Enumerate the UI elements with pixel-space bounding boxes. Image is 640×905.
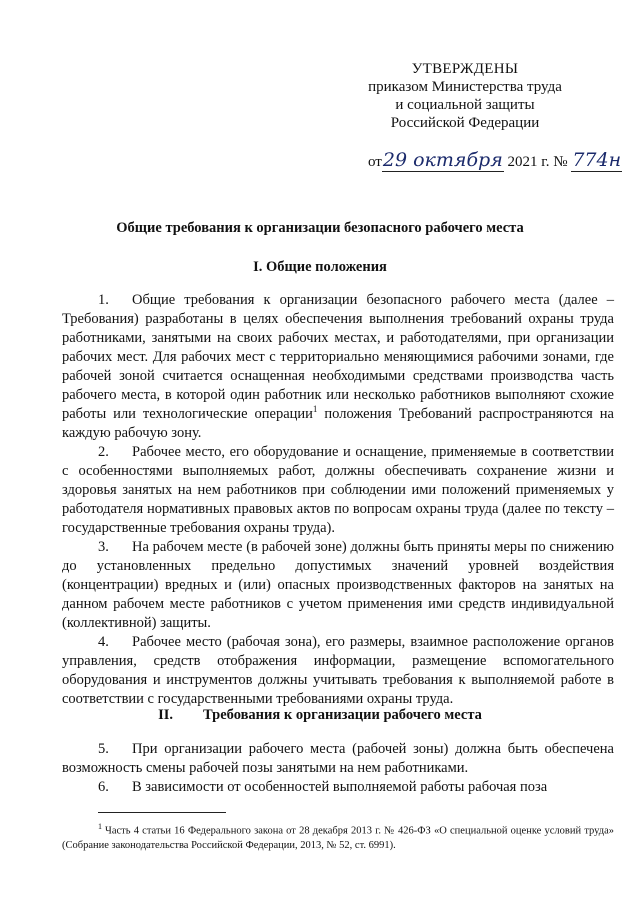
paragraph-text: Рабочее место, его оборудование и оснащение, применяемые в соответствии с особенностями выполняемых работ, должны обеспечивать сохранение жизни и здоровья занятых на нем работников при соблюдении ими положений применяемых у работодателя нормативных правовых актов по вопросам охраны труда (далее по тексту – государственные требования охраны труда). — [62, 444, 614, 536]
section-2-body — [62, 740, 614, 797]
order-number-handwritten: 774н — [572, 149, 622, 171]
paragraph-2 — [62, 443, 614, 538]
footnote — [62, 820, 614, 853]
approval-line-1: приказом Министерства труда — [368, 79, 562, 95]
order-prefix: от — [368, 154, 382, 170]
order-reference — [368, 148, 622, 174]
paragraph-text-continued: положения Требований распространяются на каждую рабочую зону. — [62, 406, 614, 441]
approval-stamp-block — [360, 60, 570, 132]
footnote-ref[interactable]: 1 — [312, 404, 318, 415]
document-title: Общие требования к организации безопасного рабочего места — [116, 220, 524, 236]
footnote-divider — [98, 812, 226, 813]
section-2-title — [0, 706, 640, 724]
paragraph-text: Рабочее место (рабочая зона), его размеры, взаимное расположение органов управления, средств отображения информации, размещение вспомогательного оборудования и инструментов должны учитывать требования к выполняемой работе в соответствии с государственными требованиями охраны труда. — [62, 634, 614, 707]
footnote-mark: 1 — [98, 822, 102, 831]
approval-line-2: и социальной защиты — [395, 97, 535, 113]
paragraph-number: 3. — [98, 539, 109, 555]
paragraph-1 — [62, 291, 614, 443]
paragraph-number: 2. — [98, 444, 109, 460]
section-2-number: II. — [158, 707, 174, 723]
approval-heading: УТВЕРЖДЕНЫ — [411, 61, 519, 77]
paragraph-number: 6. — [98, 779, 109, 795]
section-2-heading: Требования к организации рабочего места — [203, 707, 482, 723]
paragraph-text: Общие требования к организации безопасного рабочего места (далее – Требования) разработаны в целях обеспечения выполнения требований охраны труда работниками, занятыми на своих рабочих местах, и работодателями, при организации рабочих мест. Для рабочих мест с территориально меняющимися рабочими зонами, где рабочей зоной считается оснащенная необходимыми средствами производства часть рабочего места, в которой один работник или несколько работников выполняют схожие работы или технологические операции — [62, 292, 614, 422]
order-year: 2021 г. № — [507, 154, 568, 170]
paragraph-6 — [62, 778, 614, 797]
paragraph-4 — [62, 633, 614, 709]
order-date-handwritten: 29 октября — [382, 149, 503, 171]
approval-line-3: Российской Федерации — [390, 115, 540, 131]
paragraph-text: При организации рабочего места (рабочей зоны) должна быть обеспечена возможность смены рабочей позы занятыми на нем работниками. — [62, 741, 614, 776]
paragraph-3 — [62, 538, 614, 633]
paragraph-5 — [62, 740, 614, 778]
paragraph-text: На рабочем месте (в рабочей зоне) должны быть приняты меры по снижению до установленных предельно допустимых значений уровней воздействия (концентрации) вредных и (или) опасных производственных факторов на занятых на данном рабочем месте работников с учетом применения ими средств индивидуальной (коллективной) защиты. — [62, 539, 614, 631]
paragraph-number: 5. — [98, 741, 109, 757]
paragraph-text: В зависимости от особенностей выполняемой работы рабочая поза — [132, 779, 548, 795]
footnote-text: Часть 4 статьи 16 Федерального закона от 28 декабря 2013 г. № 426-ФЗ «О специальной оценке условий труда» (Собрание законодательства Российской Федерации, 2013, № 52, ст. 6991). — [62, 825, 614, 851]
section-1-title: I. Общие положения — [253, 259, 387, 275]
section-1-body — [62, 291, 614, 709]
paragraph-number: 4. — [98, 634, 109, 650]
paragraph-number: 1. — [98, 292, 109, 308]
